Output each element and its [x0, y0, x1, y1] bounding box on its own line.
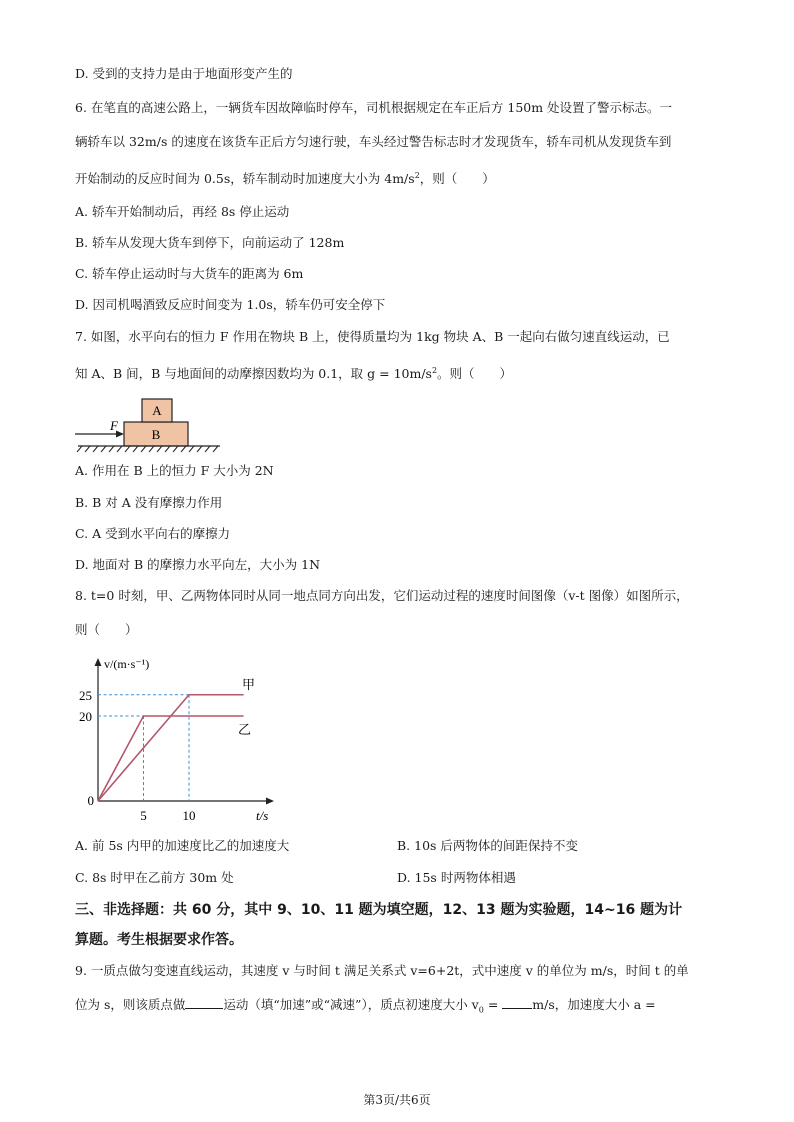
q6-option-b: B. 轿车从发现大货车到停下，向前运动了 128m — [75, 235, 345, 250]
q7-figure — [70, 396, 230, 456]
vt-chart — [70, 648, 285, 833]
q7-stem-line2-tail: 。则（ ） — [437, 366, 513, 382]
series-line-0 — [98, 695, 244, 801]
q7-option-a: A. 作用在 B 上的恒力 F 大小为 2N — [75, 463, 274, 478]
series-line-1 — [98, 716, 244, 801]
q7-option-b: B. B 对 A 没有摩擦力作用 — [75, 495, 223, 510]
series-label-jia: 甲 — [242, 676, 256, 692]
series-label-yi: 乙 — [238, 722, 252, 737]
answer-blank-motion[interactable] — [185, 996, 223, 1009]
q6-option-a: A. 轿车开始制动后，再经 8s 停止运动 — [75, 204, 290, 219]
block-a-label: A — [152, 403, 162, 418]
x-tick-label-0: 5 — [140, 808, 147, 823]
q9-text-c: = — [483, 997, 499, 1012]
origin-label: 0 — [87, 793, 94, 808]
q9-text-a: 位为 s，则该质点做 — [75, 997, 186, 1012]
x-axis-label: t/s — [256, 808, 269, 823]
y-axis-label: v/(m·s⁻¹) — [104, 657, 150, 671]
q6-option-c: C. 轿车停止运动时与大货车的距离为 6m — [75, 266, 304, 281]
q6-stem-line3-tail: ，则（ ） — [419, 171, 495, 187]
q6-exponent: 2 — [414, 171, 420, 180]
q9-text-d: m/s，加速度大小 a = — [532, 997, 656, 1012]
ground-hatching — [77, 446, 218, 452]
y-axis-arrowhead — [95, 658, 102, 666]
q8-stem-line2: 则（ ） — [75, 622, 138, 637]
q7-option-c: C. A 受到水平向右的摩擦力 — [75, 526, 231, 541]
force-label: F — [110, 418, 118, 433]
q7-stem-line2-text: 知 A、B 间，B 与地面间的动摩擦因数均为 0.1，取 g = 10m/s — [75, 366, 432, 382]
q6-option-d: D. 因司机喝酒致反应时间变为 1.0s，轿车仍可安全停下 — [75, 297, 386, 312]
answer-blank-v0[interactable] — [502, 996, 532, 1009]
q8-stem-line1: 8. t=0 时刻，甲、乙两物体同时从同一地点同方向出发，它们运动过程的速度时间图像（v-t 图像）如图所示， — [75, 588, 689, 603]
q8-option-b: B. 10s 后两物体的间距保持不变 — [397, 838, 578, 853]
q7-option-d: D. 地面对 B 的摩擦力水平向左，大小为 1N — [75, 557, 321, 572]
y-tick-label-1: 25 — [79, 687, 92, 703]
q8-option-a: A. 前 5s 内甲的加速度比乙的加速度大 — [75, 838, 290, 853]
q6-stem-line3 — [75, 167, 495, 188]
q7-stem-line2 — [75, 362, 512, 383]
q6-stem-line3-text: 开始制动的反应时间为 0.5s，轿车制动时加速度大小为 4m/s — [75, 171, 415, 187]
q9-subscript: 0 — [478, 1005, 484, 1015]
x-axis-arrowhead — [266, 798, 274, 805]
q8-option-c: C. 8s 时甲在乙前方 30m 处 — [75, 870, 234, 885]
q7-exponent: 2 — [431, 366, 438, 375]
y-tick-label-0: 20 — [79, 709, 92, 724]
q8-option-d: D. 15s 时两物体相遇 — [397, 870, 516, 885]
page-footer: 第3页/共6页 — [363, 1093, 431, 1107]
q9-text-b: 运动（填“加速”或“减速”），质点初速度大小 v — [223, 997, 479, 1012]
section3-heading-line1: 三、非选择题：共 60 分，其中 9、10、11 题为填空题，12、13 题为实验题，14~16 题为计 — [75, 902, 683, 918]
q5-option-d: D. 受到的支持力是由于地面形变产生的 — [75, 66, 293, 81]
section3-heading-line2: 算题。考生根据要求作答。 — [75, 932, 243, 948]
q7-stem-line1: 7. 如图，水平向右的恒力 F 作用在物块 B 上，使得质量均为 1kg 物块 A、B 一起向右做匀速直线运动，已 — [75, 329, 670, 344]
q9-stem-line1: 9. 一质点做匀变速直线运动，其速度 v 与时间 t 满足关系式 v=6+2t，式中速度 v 的单位为 m/s，时间 t 的单 — [75, 963, 689, 978]
x-tick-label-1: 10 — [182, 808, 196, 823]
block-b-label: B — [151, 427, 161, 442]
q6-stem-line1: 6. 在笔直的高速公路上，一辆货车因故障临时停车，司机根据规定在车正后方 150m 处设置了警示标志。一 — [75, 100, 673, 115]
q6-stem-line2: 辆轿车以 32m/s 的速度在该货车正后方匀速行驶，车头经过警告标志时才发现货车，轿车司机从发现货车到 — [75, 134, 672, 149]
q9-stem-line2 — [75, 996, 656, 1020]
